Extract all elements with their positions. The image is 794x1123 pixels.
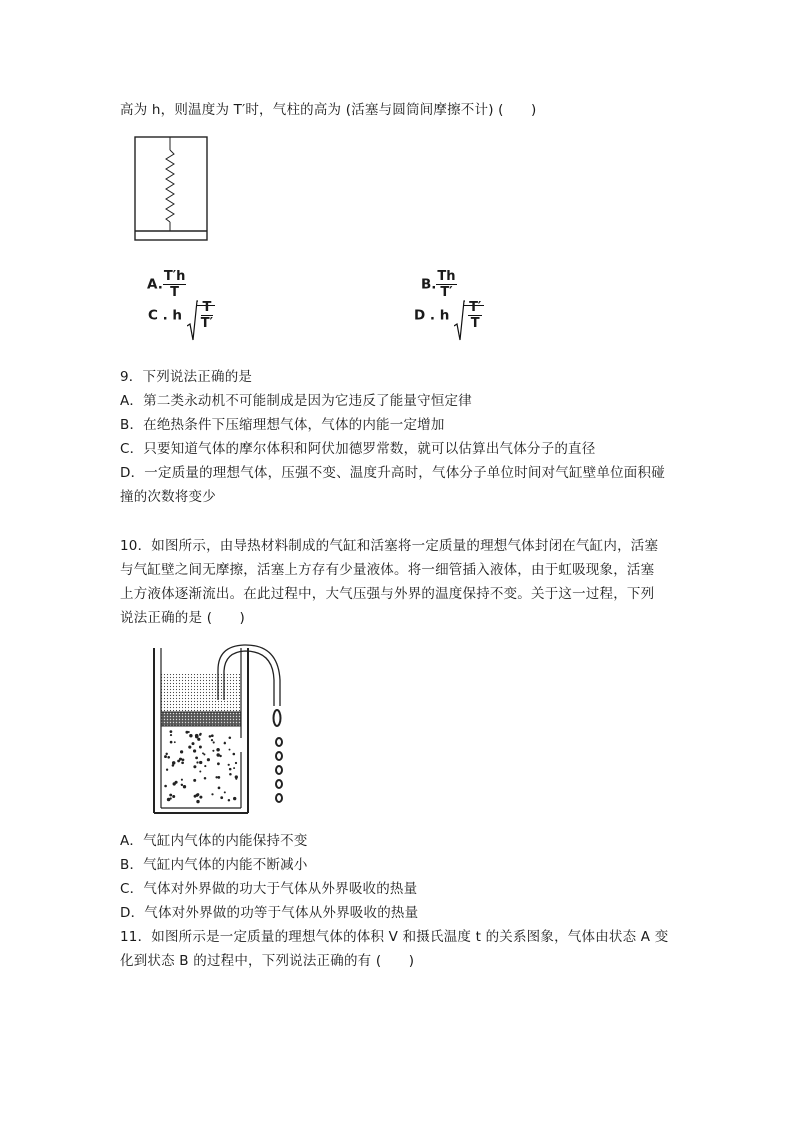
gas-particle: [188, 746, 191, 749]
gas-particle: [199, 733, 201, 735]
gas-particle: [172, 795, 175, 798]
gas-particle: [174, 741, 176, 743]
gas-particle: [195, 734, 199, 738]
fraction: $\frac{Th}{T'}$: [437, 269, 456, 300]
gas-particle: [180, 750, 183, 753]
gas-particle: [217, 762, 220, 765]
q11-stem-line-1: 11．如图所示是一定质量的理想气体的体积 V 和摄氏温度 t 的关系图象，气体由状态 A 变: [120, 929, 669, 945]
q10-option-a[interactable]: A．气缸内气体的内能保持不变: [120, 833, 308, 849]
gas-particle: [229, 749, 231, 751]
gas-particle: [224, 742, 226, 744]
q9-option-d-cont: 撞的次数将变少: [120, 489, 216, 505]
gas-particle: [211, 793, 213, 795]
gas-particle: [182, 758, 185, 761]
gas-particle: [170, 797, 172, 799]
gas-particle: [197, 738, 200, 741]
gas-particle: [164, 785, 167, 788]
gas-particle: [170, 730, 173, 733]
gas-particle: [212, 750, 214, 752]
gas-particle: [167, 756, 170, 759]
gas-particle: [235, 762, 237, 764]
gas-particle: [164, 755, 167, 758]
gas-particle: [228, 799, 230, 801]
gas-particle: [166, 769, 168, 771]
gas-particle: [170, 734, 172, 736]
q10-option-b[interactable]: B．气缸内气体的内能不断减小: [120, 857, 308, 873]
sqrt-symbol: $\frac{T}{T'}$: [187, 300, 215, 331]
q8-option-c[interactable]: C . h $\frac{T}{T'}$: [148, 300, 215, 331]
gas-particle: [194, 795, 197, 798]
q11-stem-line-2: 化到状态 B 的过程中，下列说法正确的有 ( ): [120, 953, 415, 969]
gas-particle: [172, 761, 176, 765]
gas-particle: [193, 765, 196, 768]
gas-particle: [195, 757, 198, 760]
gas-particle: [224, 791, 226, 793]
gas-particle: [183, 785, 186, 788]
q10-stem-line-1: 10．如图所示，由导热材料制成的气缸和活塞将一定质量的理想气体封闭在气缸内，活塞: [120, 538, 659, 554]
q8-option-b[interactable]: B. $\frac{Th}{T'}$: [421, 269, 456, 300]
sqrt-symbol: $\frac{T'}{T}$: [454, 300, 484, 331]
gas-particle: [199, 771, 201, 773]
gas-particle: [207, 758, 210, 761]
q10-stem-line-4: 说法正确的是 ( ): [120, 610, 246, 626]
gas-particle: [169, 794, 172, 797]
gas-particle: [211, 739, 213, 741]
gas-particle: [199, 796, 202, 799]
gas-particle: [217, 776, 220, 779]
gas-particle: [204, 777, 207, 780]
gas-particle: [202, 752, 204, 754]
gas-particle: [193, 779, 196, 782]
q8-option-a[interactable]: A. $\frac{T'h}{T}$: [147, 269, 186, 300]
gas-particle: [235, 778, 237, 780]
q10-option-d[interactable]: D．气体对外界做的功等于气体从外界吸收的热量: [120, 905, 419, 921]
gas-particle: [181, 761, 184, 764]
gas-particle: [215, 776, 217, 778]
gas-particle: [228, 764, 230, 766]
gas-particle: [199, 746, 202, 749]
fraction: $\frac{T'h}{T}$: [163, 269, 186, 300]
q9-option-b[interactable]: B．在绝热条件下压缩理想气体，气体的内能一定增加: [120, 417, 445, 433]
gas-particle: [216, 753, 219, 756]
gas-particle: [193, 749, 196, 752]
gas-particle: [196, 761, 198, 763]
q9-option-a[interactable]: A．第二类永动机不可能制成是因为它违反了能量守恒定律: [120, 393, 472, 409]
gas-particle: [213, 741, 215, 743]
q8-stem-tail: 高为 h，则温度为 T′时，气柱的高为 (活塞与圆筒间摩擦不计) ( ): [120, 102, 537, 118]
gas-particle: [220, 796, 223, 799]
gas-particle: [233, 753, 236, 756]
gas-particle: [192, 742, 195, 745]
gas-particle: [229, 773, 232, 776]
gas-particle: [233, 767, 235, 769]
gas-particle: [199, 761, 202, 764]
gas-particle: [165, 753, 167, 755]
gas-particle: [189, 734, 192, 737]
gas-particle: [196, 800, 199, 803]
q10-stem-line-2: 与气缸壁之间无摩擦，活塞上方存有少量液体。将一细管插入液体，由于虹吸现象，活塞: [120, 562, 655, 578]
q9-option-c[interactable]: C．只要知道气体的摩尔体积和阿伏加德罗常数，就可以估算出气体分子的直径: [120, 441, 596, 457]
q10-option-c[interactable]: C．气体对外界做的功大于气体从外界吸收的热量: [120, 881, 418, 897]
gas-particle: [173, 782, 176, 785]
gas-particle: [218, 787, 221, 790]
gas-particle: [181, 784, 183, 786]
q9-option-d[interactable]: D．一定质量的理想气体，压强不变、温度升高时，气体分子单位时间对气缸壁单位面积碰: [120, 465, 665, 481]
gas-particle: [188, 731, 190, 733]
gas-particle: [233, 797, 236, 800]
gas-particle: [229, 768, 232, 771]
q10-stem-line-3: 上方液体逐渐流出。在此过程中，大气压强与外界的温度保持不变。关于这一过程，下列: [120, 586, 655, 602]
q9-stem: 9．下列说法正确的是: [120, 369, 253, 385]
gas-particle: [181, 779, 183, 781]
gas-particle: [211, 734, 214, 737]
gas-particle: [216, 748, 220, 752]
gas-particle: [229, 737, 232, 740]
gas-particle: [204, 765, 206, 767]
gas-particle: [209, 735, 212, 738]
gas-particle: [172, 764, 175, 767]
q8-option-d[interactable]: D . h $\frac{T'}{T}$: [414, 300, 484, 331]
siphon-cylinder-figure: [148, 640, 298, 820]
gas-particle: [180, 758, 182, 760]
gas-particle: [170, 741, 173, 744]
spring-cylinder-figure: [134, 136, 210, 244]
